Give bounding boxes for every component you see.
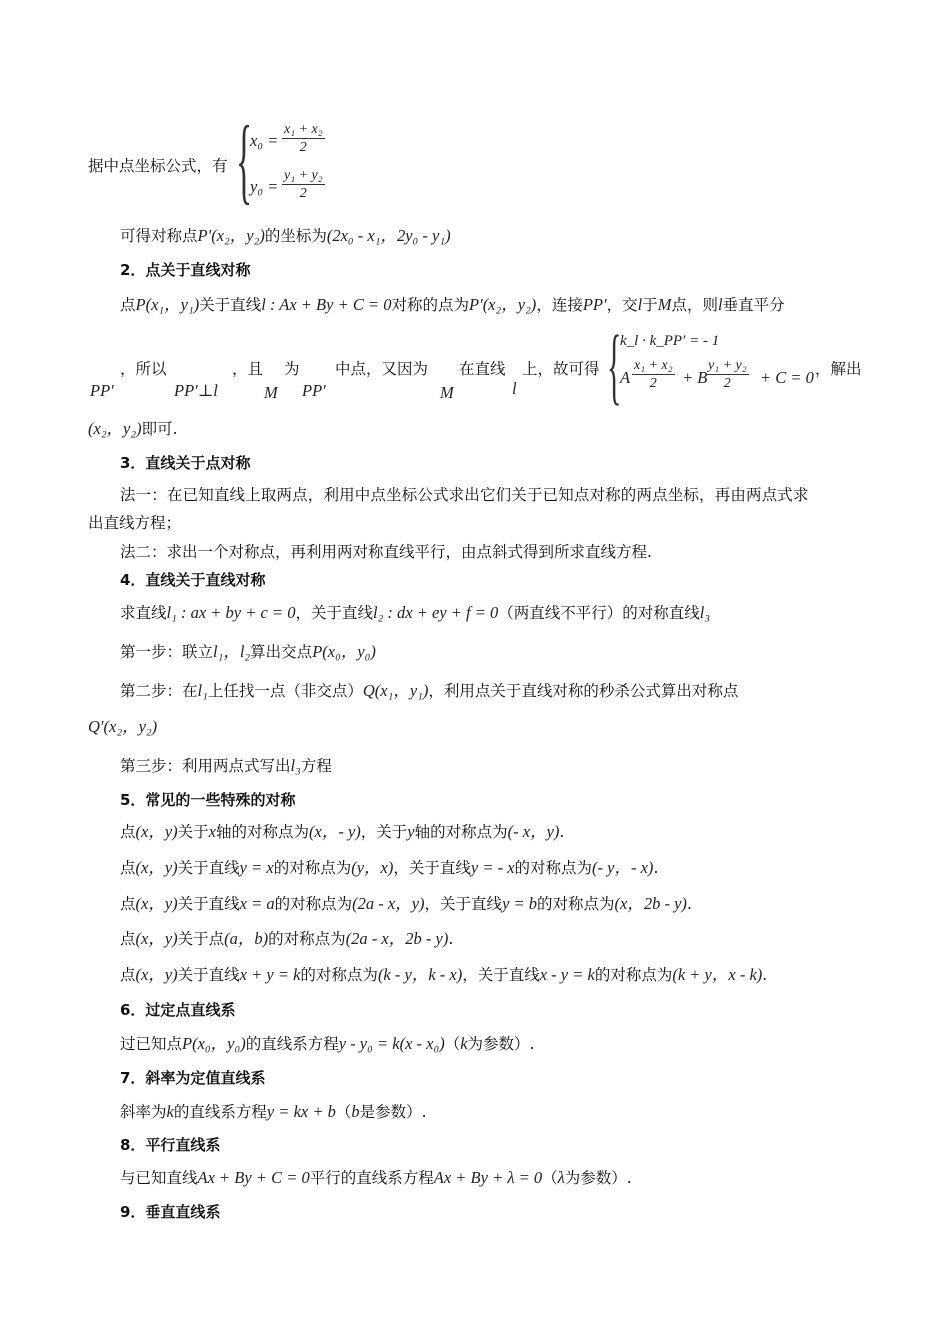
math: k: [460, 1034, 468, 1053]
text: 关于点: [177, 930, 225, 948]
math: y = b: [502, 894, 538, 913]
text: 点: [120, 930, 136, 948]
frac-x-den: 2: [299, 140, 307, 155]
math: (- x，y): [507, 822, 560, 841]
math: l₁，l₂: [213, 642, 251, 661]
text: 方程: [300, 757, 332, 775]
text: 点: [120, 966, 136, 984]
text: 点: [120, 296, 136, 314]
math: x - y = k: [539, 965, 595, 984]
text: 点，则: [671, 296, 718, 314]
text: .: [686, 895, 692, 913]
symmetric-point-line: [120, 225, 878, 247]
math: M: [657, 295, 672, 314]
math: l₁: [197, 681, 208, 700]
eq-y0-fraction: [282, 167, 325, 202]
text: 上任找一点（非交点）: [207, 682, 363, 700]
line-line-symmetry: [120, 602, 878, 624]
math: x + y = k: [239, 965, 301, 984]
p2b-t1: ，所以: [120, 360, 167, 378]
m-pp: PP′: [90, 381, 114, 400]
math: (x，y): [135, 894, 178, 913]
math: l : Ax + By + C = 0: [261, 295, 392, 314]
math: (- y，- x): [592, 858, 654, 877]
list-item: [120, 893, 878, 915]
heading-3: 3．直线关于点对称: [120, 454, 251, 472]
math: (2a - x，2b - y): [345, 929, 449, 948]
heading-2: 2．点关于直线对称: [120, 261, 251, 279]
math: l₁ : ax + by + c = 0: [166, 603, 296, 622]
list-item: [120, 821, 878, 843]
text: 的直线系方程: [173, 1103, 267, 1121]
step-2-cont: [88, 716, 878, 738]
text: 关于直线: [177, 895, 240, 913]
eq-x0-label: x₀ =: [250, 131, 279, 150]
method-1: 法一：在已知直线上取两点，利用中点坐标公式求出它们关于已知点对称的两点坐标，再由两点式求: [120, 486, 809, 504]
text: 第三步：利用两点式写出: [120, 757, 291, 775]
text: ，连接: [536, 296, 583, 314]
p2b-t2: ，且: [232, 360, 264, 378]
math: x = a: [239, 894, 275, 913]
text: 于: [642, 296, 658, 314]
math: (k + y，x - k): [672, 965, 763, 984]
math: PP′: [582, 295, 607, 314]
text: ，利用点关于直线对称的秒杀公式算出对称点: [428, 682, 739, 700]
math: l: [637, 295, 643, 314]
text: 垂直平分: [722, 296, 785, 314]
text: 的对称点为: [274, 895, 353, 913]
m-pp2: PP′: [302, 381, 326, 400]
solve-line: [88, 418, 878, 440]
den: 2: [649, 376, 657, 391]
math: (x，y): [135, 965, 178, 984]
fixed-slope-family: [120, 1101, 878, 1123]
sys-frac-y: [706, 357, 749, 392]
m-perp: PP′⊥l: [174, 381, 218, 400]
heading-7: 7．斜率为定值直线系: [120, 1069, 266, 1087]
math: (k - y，k - x): [377, 965, 463, 984]
text: 算出交点: [250, 643, 313, 661]
text: 的对称点为: [300, 966, 378, 984]
math: (2a - x，y): [352, 894, 425, 913]
math: x: [208, 822, 216, 841]
method-1-cont: 出直线方程；: [88, 514, 182, 532]
text: ，关于直线: [393, 859, 471, 877]
heading-6: 6．过定点直线系: [120, 1001, 236, 1019]
math: y: [407, 822, 415, 841]
text: 点: [120, 823, 136, 841]
sys-B: + B: [682, 368, 708, 387]
math: (x，- y): [309, 822, 361, 841]
text: 关于直线: [199, 296, 262, 314]
method-2: 法二：求出一个对称点，再利用两对称直线平行，由点斜式得到所求直线方程.: [120, 543, 652, 561]
text: ，关于: [360, 823, 408, 841]
p2b-t4: 中点，又因为: [335, 360, 429, 378]
text: 为参数）.: [564, 1169, 632, 1187]
text: （: [335, 1103, 352, 1121]
step-3: [120, 755, 878, 777]
math: (x，y): [135, 858, 178, 877]
p2b-t5: 在直线: [459, 360, 506, 378]
text: （: [542, 1169, 558, 1187]
math: Ax + By + λ = 0: [433, 1168, 543, 1187]
text: 斜率为: [120, 1103, 167, 1121]
math: Ax + By + C = 0: [197, 1168, 310, 1187]
math: Q′(x₂，y₂): [88, 717, 158, 736]
text: 第二步：在: [120, 682, 198, 700]
step-2: [120, 680, 878, 702]
m-M: M: [264, 383, 278, 402]
text: .: [653, 859, 659, 877]
frac-y-num: y₁ + y₂: [284, 168, 323, 183]
math: y - y₀ = k(x - x₀): [338, 1034, 445, 1053]
text: 点: [120, 859, 136, 877]
fixed-point-family: [120, 1033, 878, 1055]
text: ，关于直线: [424, 895, 503, 913]
system-brace-2: {: [607, 317, 622, 413]
text: 对称的点为: [391, 296, 469, 314]
list-item: [120, 857, 878, 879]
m-M2: M: [440, 383, 454, 402]
text: .: [762, 966, 768, 984]
math: (x，2b - y): [614, 894, 687, 913]
sys-eq-1: k_l · k_PP′ = - 1: [620, 333, 720, 349]
math: λ: [557, 1168, 565, 1187]
text: 与已知直线: [120, 1169, 198, 1187]
step-1: [120, 641, 878, 663]
p2b-t7: ，解出: [815, 360, 862, 378]
math: l₃: [290, 756, 301, 775]
math: P(x₀，y₀): [182, 1034, 246, 1053]
frac-x-num: x₁ + x₂: [284, 122, 323, 137]
system-brace: {: [236, 106, 253, 213]
text: .: [448, 930, 454, 948]
math: (x，y): [135, 929, 178, 948]
list-item: [120, 964, 878, 986]
eq-x0-fraction: [282, 121, 325, 156]
frac-y-den: 2: [299, 186, 307, 201]
midpoint-intro: 据中点坐标公式，有: [88, 157, 228, 175]
sys-A: A: [620, 368, 631, 387]
math: l: [718, 295, 723, 314]
text: 的对称点为: [594, 966, 673, 984]
text: 点: [120, 895, 136, 913]
den: 2: [723, 376, 731, 391]
text: 为参数）.: [467, 1035, 535, 1053]
text: 轴的对称点为: [216, 823, 310, 841]
math: (a，b): [224, 929, 269, 948]
sys-frac-x: [632, 357, 675, 392]
text: 第一步：联立: [120, 643, 214, 661]
point-line-symmetry-text: [120, 294, 878, 316]
math: l₃: [699, 603, 711, 622]
p2b-t3: 为: [284, 360, 300, 378]
text: （两直线不平行）的对称直线: [498, 604, 700, 622]
heading-4: 4．直线关于直线对称: [120, 571, 266, 589]
text: 求直线: [120, 604, 167, 622]
math: y = x: [239, 858, 274, 877]
text: ，关于直线: [462, 966, 540, 984]
text: 平行的直线系方程: [309, 1169, 434, 1187]
math: (y，x): [351, 858, 394, 877]
text: 关于: [177, 823, 209, 841]
math: P(x₁，y₁): [135, 295, 200, 314]
heading-5: 5．常见的一些特殊的对称: [120, 791, 296, 809]
math: (2x₀ - x₁，2y₀ - y₁): [326, 226, 451, 245]
text: 即可.: [141, 420, 178, 438]
math: P′(x₂，y₂): [197, 226, 265, 245]
math: (x₂，y₂): [88, 419, 142, 438]
math: P(x₀，y₀): [312, 642, 376, 661]
num: x₁ + x₂: [634, 358, 673, 373]
text: .: [559, 823, 565, 841]
text: （: [444, 1035, 461, 1053]
p2b-t6: 上，故可得: [522, 360, 600, 378]
math: l₂ : dx + ey + f = 0: [372, 603, 499, 622]
text: 的对称点为: [268, 930, 346, 948]
text: 的直线系方程: [245, 1035, 339, 1053]
math: (x，y): [135, 822, 178, 841]
parallel-family: [120, 1167, 878, 1189]
text: 的对称点为: [537, 895, 615, 913]
text: 是参数）.: [359, 1103, 427, 1121]
text: 的对称点为: [273, 859, 352, 877]
math: P′(x₂，y₂): [469, 295, 537, 314]
text: 关于直线: [177, 966, 240, 984]
math: y = kx + b: [266, 1102, 336, 1121]
list-item: [120, 928, 878, 950]
text: 过已知点: [120, 1035, 183, 1053]
m-l: l: [512, 379, 517, 398]
math: b: [351, 1102, 360, 1121]
math: k: [166, 1102, 174, 1121]
math: y = - x: [470, 858, 515, 877]
text: ，交: [606, 296, 638, 314]
eq-y0-label: y₀ =: [250, 177, 279, 196]
math: Q(x₁，y₁): [362, 681, 429, 700]
text: 关于直线: [177, 859, 240, 877]
heading-8: 8．平行直线系: [120, 1136, 221, 1154]
text: 轴的对称点为: [414, 823, 508, 841]
text: 的对称点为: [514, 859, 593, 877]
num: y₁ + y₂: [708, 358, 747, 373]
heading-9: 9．垂直直线系: [120, 1203, 221, 1221]
text: 可得对称点: [120, 227, 198, 245]
text: 的坐标为: [264, 227, 327, 245]
sys-end: + C = 0: [760, 368, 814, 387]
text: ，关于直线: [295, 604, 373, 622]
